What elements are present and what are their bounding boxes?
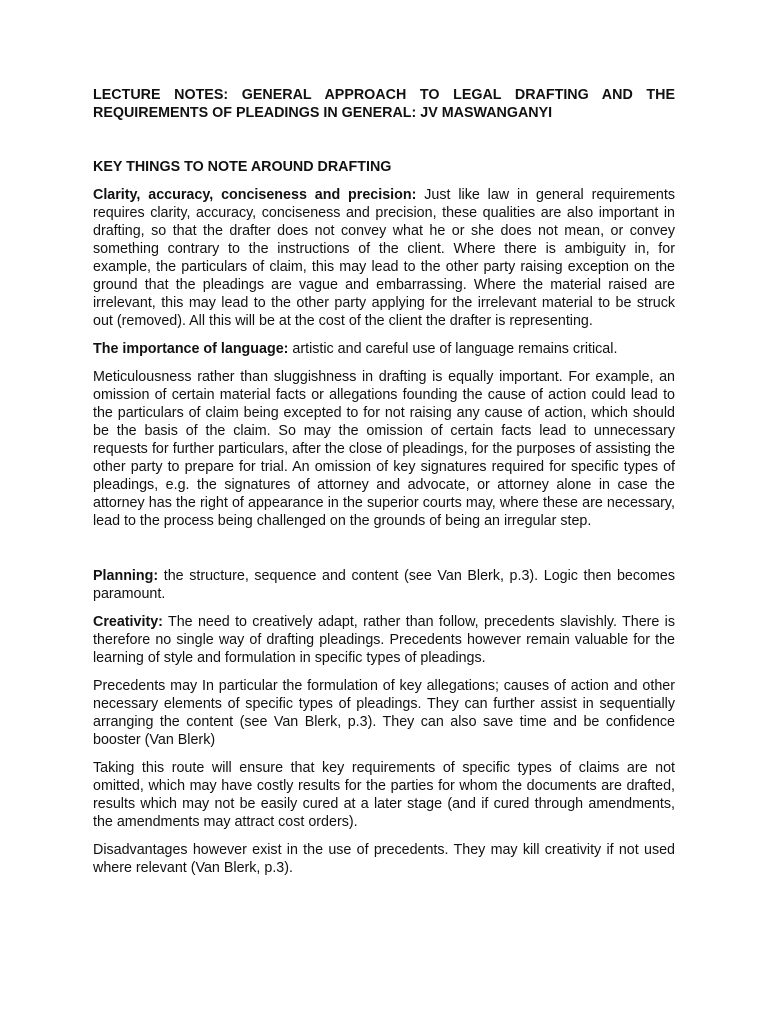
- paragraph-precedents: [93, 677, 675, 749]
- paragraph-text: Just like law in general requirements requires clarity, accuracy, conciseness and precision, these qualities are also important in drafting, so that the drafter does not convey what he or she does not mean, or convey something contrary to the instructions of the client. Where there is ambiguity in, for example, the particulars of claim, this may lead to the other party raising exception on the ground that the pleadings are vague and embarrassing. Where the material raised are irrelevant, this may lead to the other party applying for the irrelevant material to be struck out (removed). All this will be at the cost of the client the drafter is representing.: [93, 187, 676, 329]
- paragraph-text: the structure, sequence and content (see Van Blerk, p.3). Logic then becomes paramount.: [93, 568, 675, 602]
- paragraph-creativity: [93, 613, 675, 667]
- paragraph-meticulousness: [93, 368, 675, 530]
- paragraph-lead: Planning:: [93, 568, 159, 584]
- paragraph-lead: Creativity:: [93, 614, 163, 630]
- section-heading: KEY THINGS TO NOTE AROUND DRAFTING: [93, 159, 392, 175]
- document-title: LECTURE NOTES: GENERAL APPROACH TO LEGAL DRAFTING AND THE REQUIREMENTS OF PLEADINGS IN GENERAL: JV MASWANGANYI: [93, 87, 675, 121]
- paragraph-lead: The importance of language:: [93, 341, 289, 357]
- paragraph-clarity: [93, 186, 675, 330]
- paragraph-text: The need to creatively adapt, rather than follow, precedents slavishly. There is therefore no single way of drafting pleadings. Precedents however remain valuable for the learning of style and formulation in specific types of pleadings.: [93, 614, 675, 666]
- paragraph-lead: Clarity, accuracy, conciseness and precision:: [93, 187, 417, 203]
- paragraph-text: Taking this route will ensure that key requirements of specific types of claims are not omitted, which may have costly results for the parties for whom the documents are drafted, results which may not be easily cured at a later stage (and if cured through amendments, the amendments may attract cost orders).: [93, 760, 675, 830]
- paragraph-language: [93, 340, 675, 358]
- paragraph-disadvantages: [93, 841, 675, 877]
- paragraph-text: artistic and careful use of language remains critical.: [288, 341, 618, 357]
- paragraph-route: [93, 759, 675, 831]
- paragraph-planning: [93, 567, 675, 603]
- paragraph-text: Precedents may In particular the formulation of key allegations; causes of action and other necessary elements of specific types of pleadings. They can further assist in sequentially arranging the content (see Van Blerk, p.3). They can also save time and be confidence booster (Van Blerk): [93, 678, 675, 748]
- document-body: [93, 86, 675, 877]
- paragraph-text: Meticulousness rather than sluggishness in drafting is equally important. For example, an omission of certain material facts or allegations founding the cause of action could lead to the particulars of claim being excepted to for not raising any cause of action, which should be the basis of the claim. So may the omission of certain facts lead to unnecessary requests for further particulars, after the close of pleadings, for the purposes of assisting the other party to prepare for trial. An omission of key signatures required for specific types of pleadings, e.g. the signatures of attorney and advocate, or attorney alone in case the attorney has the right of appearance in the superior courts may, where these are necessary, lead to the process being challenged on the grounds of being an irregular step.: [93, 369, 675, 529]
- paragraph-text: Disadvantages however exist in the use of precedents. They may kill creativity if not used where relevant (Van Blerk, p.3).: [93, 842, 675, 876]
